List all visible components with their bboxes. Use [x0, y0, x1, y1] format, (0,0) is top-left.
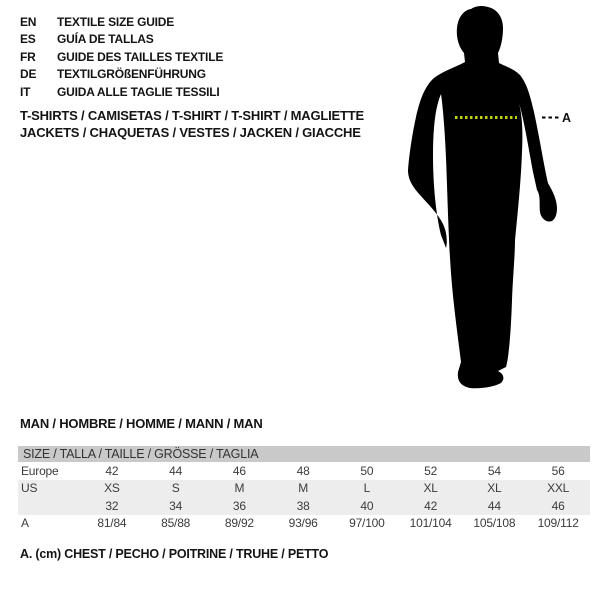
product-type-jackets: JACKETS / CHAQUETAS / VESTES / JACKEN / GIACCHE: [20, 125, 361, 140]
row-label: A: [21, 516, 29, 531]
size-value: 50: [360, 463, 374, 478]
size-value: XS: [104, 481, 120, 496]
list-item: [20, 13, 223, 31]
size-value: 81/84: [97, 516, 127, 531]
size-value: XL: [487, 481, 502, 496]
size-value: S: [171, 481, 180, 496]
row-label: US: [21, 481, 38, 496]
list-item: [20, 31, 223, 49]
size-value: 48: [296, 463, 310, 478]
size-value: M: [298, 481, 309, 496]
language-code: DE: [20, 67, 37, 82]
size-value: 52: [424, 463, 438, 478]
man-figure: [395, 0, 585, 400]
measure-label-a: A: [562, 111, 572, 125]
man-silhouette: [408, 6, 557, 388]
size-table: [18, 446, 590, 532]
language-code: FR: [20, 49, 36, 64]
size-table-header: SIZE / TALLA / TAILLE / GRÖSSE / TAGLIA: [18, 446, 590, 462]
size-value: 105/108: [473, 516, 516, 531]
size-value: 34: [169, 498, 183, 513]
size-value: 109/112: [537, 516, 579, 531]
size-value: XL: [423, 481, 438, 496]
size-value: 42: [105, 463, 119, 478]
language-label: GUIDE DES TAILLES TEXTILE: [57, 49, 224, 64]
section-title-man: MAN / HOMBRE / HOMME / MANN / MAN: [20, 416, 263, 431]
language-label: TEXTILGRÖßENFÜHRUNG: [57, 67, 206, 82]
list-item: [20, 66, 223, 84]
language-label: GUÍA DE TALLAS: [57, 32, 154, 47]
size-value: XXL: [547, 481, 570, 496]
table-row-europe: [18, 462, 590, 480]
list-item: [20, 48, 223, 66]
language-list: [20, 13, 223, 101]
language-label: GUIDA ALLE TAGLIE TESSILI: [57, 84, 220, 99]
size-value: M: [234, 481, 245, 496]
size-value: 89/92: [224, 516, 254, 531]
size-value: 44: [169, 463, 183, 478]
size-value: 32: [105, 498, 119, 513]
size-value: 46: [551, 498, 565, 513]
size-value: 42: [424, 498, 438, 513]
language-label: TEXTILE SIZE GUIDE: [57, 14, 175, 29]
table-row-us-numeric: [18, 497, 590, 515]
size-value: 93/96: [288, 516, 318, 531]
size-value: L: [363, 481, 371, 496]
size-value: 85/88: [161, 516, 191, 531]
language-code: IT: [20, 84, 31, 99]
table-row-us: [18, 480, 590, 498]
size-value: 56: [551, 463, 565, 478]
language-code: ES: [20, 32, 36, 47]
size-value: 97/100: [349, 516, 385, 531]
size-value: 40: [360, 498, 374, 513]
size-value: 54: [487, 463, 501, 478]
size-value: 38: [296, 498, 310, 513]
table-row-chest: [18, 515, 590, 533]
product-types: [20, 107, 364, 141]
size-value: 44: [487, 498, 501, 513]
size-value: 46: [232, 463, 246, 478]
row-label: Europe: [21, 463, 59, 478]
language-code: EN: [20, 14, 37, 29]
size-value: 101/104: [409, 516, 452, 531]
product-type-tshirts: T-SHIRTS / CAMISETAS / T-SHIRT / T-SHIRT / MAGLIETTE: [20, 108, 364, 123]
list-item: [20, 83, 223, 101]
size-value: 36: [232, 498, 246, 513]
measurement-footnote: A. (cm) CHEST / PECHO / POITRINE / TRUHE / PETTO: [20, 547, 329, 561]
